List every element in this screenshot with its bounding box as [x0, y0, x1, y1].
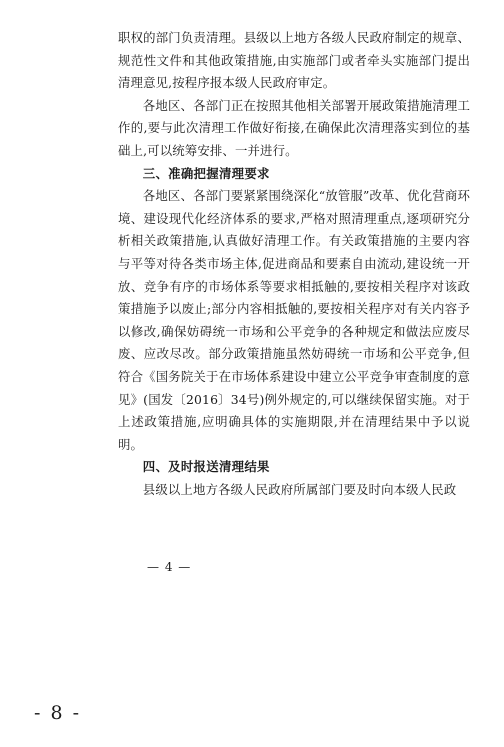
section-heading-report-results: 四、及时报送清理结果	[142, 459, 270, 475]
document-body	[118, 27, 470, 501]
section-heading-requirements: 三、准确把握清理要求	[142, 165, 270, 181]
paragraph-coordination: 各地区、各部门正在按照其他相关部署开展政策措施清理工作的,要与此次清理工作做好衔接,在确保此次清理落实到位的基础上,可以统筹安排、一并进行。	[118, 97, 470, 158]
paragraph-report-results: 县级以上地方各级人民政府所属部门要及时向本级人民政	[142, 481, 457, 497]
paragraph-clearance-responsibility: 职权的部门负责清理。县级以上地方各级人民政府制定的规章、规范性文件和其他政策措施,由实施部门或者牵头实施部门提出清理意见,按程序报本级人民政府审定。	[118, 30, 470, 91]
outer-page-number: - 8 -	[34, 702, 82, 724]
inner-page-number: — 4 —	[147, 560, 192, 574]
paragraph-requirements: 各地区、各部门要紧紧围绕深化“放管服”改革、优化营商环境、建设现代化经济体系的要求,严格对照清理重点,逐项研究分析相关政策措施,认真做好清理工作。有关政策措施的主要内容与平等对待各类市场主体,促进商品和要素自由流动,建设统一开放、竞争有序的市场体系等要求相抵触的,要按相关程序对该政策措施予以废止;部分内容相抵触的,要按相关程序对有关内容予以修改,确保妨碍统一市场和公平竞争的各种规定和做法应废尽废、应改尽改。部分政策措施虽然妨碍统一市场和公平竞争,但符合《国务院关于在市场体系建设中建立公平竞争审查制度的意见》(国发〔2016〕34号)例外规定的,可以继续保留实施。对于上述政策措施,应明确具体的实施期限,并在清理结果中予以说明。	[118, 188, 470, 452]
